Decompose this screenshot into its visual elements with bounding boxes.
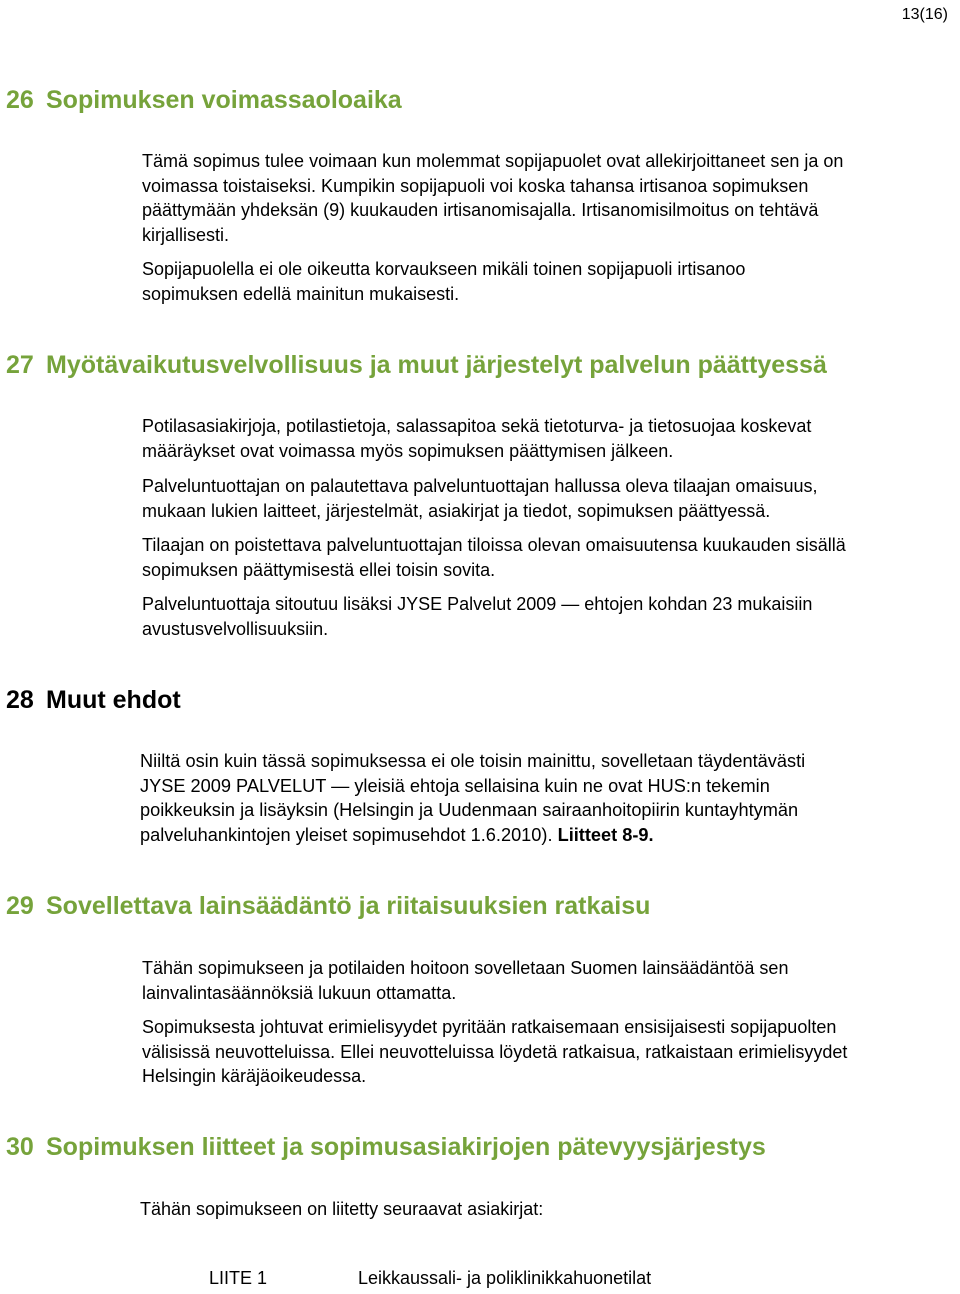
section-title: Sovellettava lainsäädäntö ja riitaisuuksien ratkaisu xyxy=(46,892,651,920)
section-26-paragraph-1: Tämä sopimus tulee voimaan kun molemmat sopijapuolet ovat allekirjoittaneet sen ja on voimassa toistaiseksi. Kumpikin sopijapuoli voi koska tahansa irtisanoa sopimuksen päättymään yhdeksän (9) kuukauden irtisanomisajalla. Irtisanomisilmoitus on tehtävä kirjallisesti. xyxy=(142,151,844,245)
section-title: Sopimuksen liitteet ja sopimusasiakirjojen pätevyysjärjestys xyxy=(46,1133,766,1161)
section-title: Sopimuksen voimassaoloaika xyxy=(46,86,402,114)
section-number: 29 xyxy=(6,892,34,920)
section-title: Muut ehdot xyxy=(46,686,181,714)
section-29-paragraph-2: Sopimuksesta johtuvat erimielisyydet pyritään ratkaisemaan ensisijaisesti sopijapuolten välisissä neuvotteluissa. Ellei neuvotteluissa löydetä ratkaisua, ratkaistaan erimielisyydet Helsingin käräjäoikeudessa. xyxy=(142,1017,848,1086)
section-27-paragraph-1: Potilasasiakirjoja, potilastietoja, salassapitoa sekä tietoturva- ja tietosuojaa koskevat määräykset ovat voimassa myös sopimuksen päättymisen jälkeen. xyxy=(142,416,812,461)
attachments-reference: Liitteet 8-9. xyxy=(557,824,654,845)
section-27-paragraph-4: Palveluntuottaja sitoutuu lisäksi JYSE Palvelut 2009 — ehtojen kohdan 23 mukaisiin avustusvelvollisuuksiin. xyxy=(142,594,813,639)
section-26-paragraph-2: Sopijapuolella ei ole oikeutta korvaukseen mikäli toinen sopijapuoli irtisanoo sopimuksen edellä mainitun mukaisesti. xyxy=(142,259,746,304)
attachment-name: Leikkaussali- ja poliklinikkahuonetilat xyxy=(358,1268,652,1288)
section-27-paragraph-2: Palveluntuottajan on palautettava palveluntuottajan hallussa oleva tilaajan omaisuus, mukaan lukien laitteet, järjestelmät, asiakirjat ja tiedot, sopimuksen päättyessä. xyxy=(142,476,818,521)
paragraph-text: Niiltä osin kuin tässä sopimuksessa ei ole toisin mainittu, sovelletaan täydentävästi JYSE 2009 PALVELUT — yleisiä ehtoja sellaisina kuin ne ovat HUS:n tekemin poikkeuksin ja lisäyksin (Helsingin ja Uudenmaan sairaanhoitopiirin kuntayhtymän palveluhankintojen yleiset sopimusehdot 1.6.2010). xyxy=(140,751,806,845)
section-27-paragraph-3: Tilaajan on poistettava palveluntuottajan tiloissa olevan omaisuutensa kuukauden sisällä sopimuksen päättymisestä ellei toisin sovita. xyxy=(142,535,846,580)
section-26-heading xyxy=(6,86,402,115)
section-28-paragraph xyxy=(140,749,960,847)
attachment-label: LIITE 1 xyxy=(209,1268,268,1288)
section-29-paragraph-1: Tähän sopimukseen ja potilaiden hoitoon sovelletaan Suomen lainsäädäntöä sen lainvalintasäännöksiä lukuun ottamatta. xyxy=(142,958,789,1003)
section-number: 30 xyxy=(6,1133,34,1161)
section-30-paragraph: Tähän sopimukseen on liitetty seuraavat asiakirjat: xyxy=(140,1199,544,1219)
section-number: 26 xyxy=(6,86,34,114)
section-28-heading xyxy=(6,686,181,715)
section-title: Myötävaikutusvelvollisuus ja muut järjestelyt palvelun päättyessä xyxy=(46,351,827,379)
page-number: 13(16) xyxy=(901,6,948,23)
section-number: 28 xyxy=(6,686,34,714)
section-27-heading xyxy=(6,351,827,380)
section-29-heading xyxy=(6,892,650,921)
section-30-heading xyxy=(6,1133,766,1162)
section-number: 27 xyxy=(6,351,34,379)
